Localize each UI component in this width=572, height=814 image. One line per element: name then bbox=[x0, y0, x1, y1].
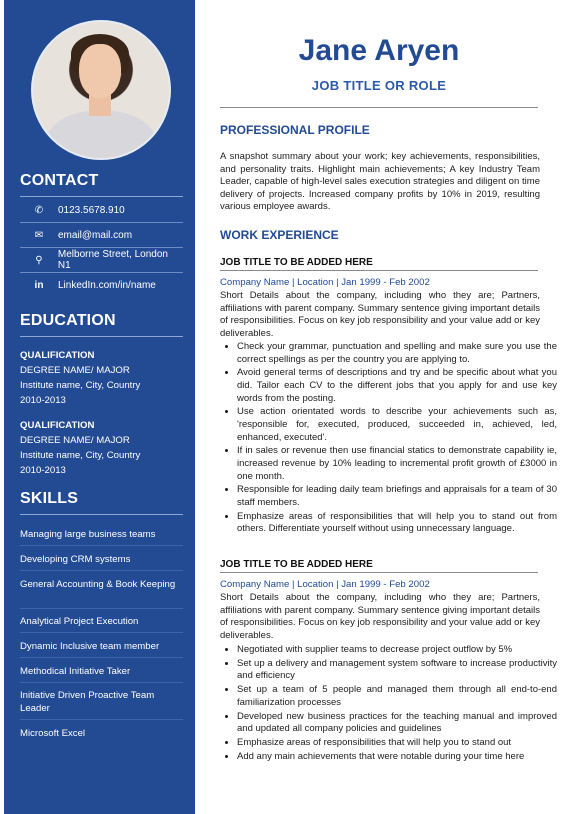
sidebar bbox=[4, 0, 195, 814]
bullet-item: • Set up a team of 5 people and managed them through all end-to-end familiarization processes bbox=[237, 684, 557, 709]
bullet-item: • Emphasize areas of responsibilities that will help you to stand out from others. Differentiate yourself without using unnecessary language. bbox=[237, 511, 557, 536]
job-bullets bbox=[220, 644, 557, 764]
location-pin-icon: ⚲ bbox=[35, 254, 43, 266]
skill-item: Methodical Initiative Taker bbox=[20, 666, 131, 677]
bullet-item: • Use action orientated words to describe your achievements such as, 'responsible for, executed, produced, succeeded in, achieved, led, enhanced, executed'. bbox=[237, 406, 557, 444]
bullet-item: • Emphasize areas of responsibilities that will help you to stand out bbox=[237, 737, 557, 750]
bullet-item: • If in sales or revenue then use financial statics to demonstrate capability ie, increased revenue by 10% leading to incremental profit growth of £3000 in one month. bbox=[237, 445, 557, 483]
job-rule bbox=[220, 270, 538, 271]
bullet-item: • Avoid general terms of descriptions and try and be specific about what you did. Tailor each CV to the different jobs that you apply for and use key words from the posting. bbox=[237, 367, 557, 405]
skill-item: Dynamic Inclusive team member bbox=[20, 641, 160, 652]
email-icon: ✉ bbox=[34, 229, 44, 241]
main-content bbox=[196, 0, 572, 814]
company-line: Company Name | Location | Jan 1999 - Feb 2002 bbox=[220, 579, 430, 590]
bullet-item: • Developed new business practices for the teaching manual and improved and updated all company policies and guidelines bbox=[237, 711, 557, 736]
profile-summary: A snapshot summary about your work; key achievements, responsibilities, and personality traits. Highlight main achievements; A key Industry Team Leader, capable of high-level sales execution strategies and diligent on time delivery of projects. Increased company profits by 10% in 2019, resulting various employee awards. bbox=[220, 151, 540, 213]
contact-linkedin-text: LinkedIn.com/in/name bbox=[58, 279, 156, 291]
skills-rule bbox=[20, 514, 183, 515]
education-years: 2010-2013 bbox=[20, 395, 66, 406]
skills-heading: SKILLS bbox=[20, 490, 79, 507]
bullet-item: • Responsible for leading daily team briefings and appraisals for a team of 30 staff members. bbox=[237, 484, 557, 509]
company-line: Company Name | Location | Jan 1999 - Feb 2002 bbox=[220, 277, 430, 288]
contact-phone[interactable] bbox=[20, 198, 183, 222]
phone-icon: ✆ bbox=[34, 204, 44, 216]
bullet-item: • Add any main achievements that were notable during your time here bbox=[237, 751, 557, 764]
linkedin-icon: in bbox=[34, 279, 44, 291]
contact-address bbox=[20, 248, 183, 272]
job-role: JOB TITLE OR ROLE bbox=[311, 78, 447, 93]
institute-name: Institute name, City, Country bbox=[20, 450, 141, 461]
skill-divider bbox=[20, 632, 183, 633]
education-entry bbox=[20, 418, 140, 478]
contact-email-text: email@mail.com bbox=[58, 229, 133, 241]
experience-heading: WORK EXPERIENCE bbox=[220, 228, 339, 242]
skill-divider bbox=[20, 570, 183, 571]
bullet-item: • Check your grammar, punctuation and spelling and make sure you use the correct spellings as per the country you are applying to. bbox=[237, 341, 557, 366]
bullet-item: • Set up a delivery and management system software to increase productivity and efficiency bbox=[237, 658, 557, 683]
education-rule bbox=[20, 336, 183, 337]
contact-address-text: Melborne Street, London N1 bbox=[57, 249, 168, 271]
degree-name: DEGREE NAME/ MAJOR bbox=[20, 365, 130, 376]
skill-divider bbox=[20, 545, 183, 546]
skill-item: Initiative Driven Proactive Team Leader bbox=[20, 690, 155, 714]
education-heading: EDUCATION bbox=[20, 312, 116, 329]
profile-heading: PROFESSIONAL PROFILE bbox=[220, 123, 370, 137]
job-title: JOB TITLE TO BE ADDED HERE bbox=[220, 257, 373, 268]
skill-divider bbox=[20, 719, 183, 720]
skill-divider bbox=[20, 657, 183, 658]
job-bullets bbox=[220, 341, 557, 537]
institute-name: Institute name, City, Country bbox=[20, 380, 141, 391]
skill-item: Analytical Project Execution bbox=[20, 616, 139, 627]
job-summary: Short Details about the company, including who they are; Partners, affiliations with parent company. Summary sentence giving important details of responsibilities. Focus on key job responsibility and your value add or key deliverables. bbox=[220, 592, 540, 641]
job-summary: Short Details about the company, including who they are; Partners, affiliations with parent company. Summary sentence giving important details of responsibilities. Focus on key job responsibility and your value add or key deliverables. bbox=[220, 290, 540, 339]
contact-phone-text: 0123.5678.910 bbox=[58, 204, 125, 216]
education-years: 2010-2013 bbox=[20, 465, 66, 476]
contact-rule bbox=[20, 196, 183, 197]
job-title: JOB TITLE TO BE ADDED HERE bbox=[220, 559, 373, 570]
qualification-label: QUALIFICATION bbox=[20, 420, 95, 431]
skill-item: Managing large business teams bbox=[20, 529, 156, 540]
skill-divider bbox=[20, 682, 183, 683]
contact-heading: CONTACT bbox=[20, 172, 99, 189]
skill-divider bbox=[20, 608, 183, 609]
person-name: Jane Aryen bbox=[298, 34, 460, 67]
skill-item: Developing CRM systems bbox=[20, 554, 131, 565]
qualification-label: QUALIFICATION bbox=[20, 350, 95, 361]
contact-linkedin[interactable] bbox=[20, 273, 183, 297]
profile-photo bbox=[31, 20, 171, 160]
degree-name: DEGREE NAME/ MAJOR bbox=[20, 435, 130, 446]
contact-email[interactable] bbox=[20, 223, 183, 247]
header-rule bbox=[220, 107, 538, 108]
job-rule bbox=[220, 572, 538, 573]
bullet-item: • Negotiated with supplier teams to decrease project outflow by 5% bbox=[237, 644, 557, 657]
skill-item: Microsoft Excel bbox=[20, 728, 86, 739]
skill-item: General Accounting & Book Keeping bbox=[20, 579, 176, 590]
education-entry bbox=[20, 348, 140, 408]
